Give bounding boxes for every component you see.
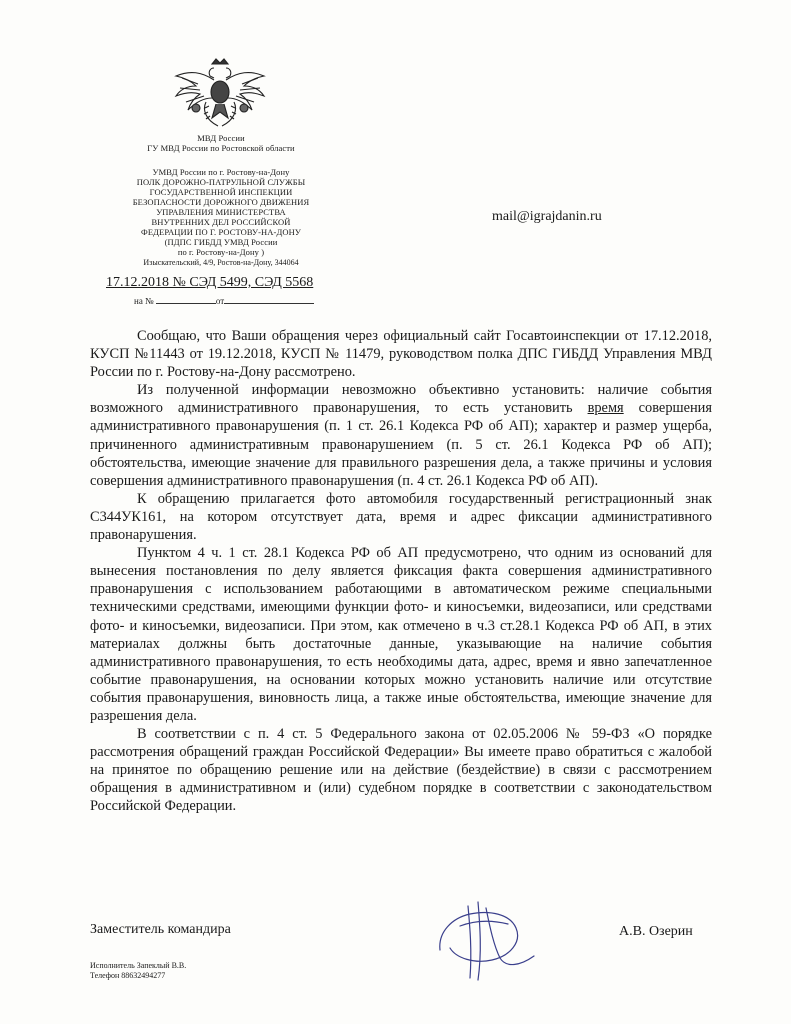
unit-line: УМВД России по г. Ростову-на-Дону [152,167,290,177]
executor-phone: Телефон 88632494277 [90,971,166,980]
ministry-header [90,133,352,153]
executor-name: Исполнитель Запеклый В.В. [90,961,187,970]
underlined-word: время [587,400,624,417]
unit-line: БЕЗОПАСНОСТИ ДОРОЖНОГО ДВИЖЕНИЯ [132,197,310,207]
recipient-email: mail@igrajdanin.ru [492,209,602,224]
signatory-title: Заместитель командира [90,922,231,937]
paragraph-2-end: совершения административного правонарушения (п. 1 ст. 26.1 Кодекса РФ об АП); характер и размер ущерба, причиненного административным правонарушением (п. 5 ст. 26.1 Кодекса РФ об АП); обстоятельства, имеющие значение для правильного разрешения дела, а также причины и условия совершения административного правонарушения (п. 4 ст. 26.1 Кодекса РФ об АП). [90,400,713,489]
reply-to-from: от [215,296,225,306]
paragraph-3: К обращению прилагается фото автомобиля государственный регистрационный знак С344УК161, на котором отсутствует дата, время и адрес фиксации административного правонарушения. [90,490,712,544]
unit-line: ФЕДЕРАЦИИ ПО Г. РОСТОВУ-НА-ДОНУ [141,227,301,237]
handwritten-signature [430,898,542,984]
paragraph-4: Пунктом 4 ч. 1 ст. 28.1 Кодекса РФ об АП предусмотрено, что одним из оснований для вынесения постановления по делу является фиксация факта совершения административного правонарушения с использованием работающими в автоматическом режиме специальными техническими средствами, имеющими функции фото- и киносъемки, видеозаписи, или средствами фото- и киносъемки, видеозаписи. При этом, как отмечено в ч.3 ст.28.1 Кодекса РФ об АП, в этих материалах должны быть достаточные данные, указывающие на наличие события административного правонарушения, то есть необходимы дата, адрес, время и явно запечатленное событие правонарушения, на основании которых можно установить наличие или отсутствие события правонарушения, виновность лица, а также иные обстоятельства, имеющие значение для разрешения дела. [90,545,712,724]
letter-body [90,327,712,816]
signatory-name: А.В. Озерин [619,924,693,939]
reply-to-prefix: на № [134,296,154,306]
ministry-line: МВД России [197,133,245,143]
unit-header [90,167,352,257]
reply-to-number-blank [156,294,216,304]
executor-info [90,961,186,981]
unit-line: УПРАВЛЕНИЯ МИНИСТЕРСТВА [156,207,286,217]
reply-to-line [134,294,314,306]
unit-line: по г. Ростову-на-Дону ) [177,247,265,257]
paragraph-2 [90,381,712,490]
mvd-emblem-icon [172,58,268,134]
unit-line: (ПДПС ГИБДД УМВД России [164,237,278,247]
unit-address: Изыскательский, 4/9, Ростов-на-Дону, 344064 [143,258,299,267]
unit-line: ВНУТРЕННИХ ДЕЛ РОССИЙСКОЙ [151,217,291,227]
paragraph-2-start: Из полученной информации невозможно объективно установить: наличие события возможного административного правонарушения, то есть установить [90,382,712,417]
registration-number: 17.12.2018 № СЭД 5499, СЭД 5568 [106,275,314,290]
paragraph-5: В соответствии с п. 4 ст. 5 Федерального закона от 02.05.2006 № 59-ФЗ «О порядке рассмотрения обращений граждан Российской Федерации» Вы имеете право обратиться с жалобой на принятое по обращению решение или на действие (бездействие) в связи с рассмотрением обращения в административном и (или) судебном порядке в соответствии с законодательством Российской Федерации. [90,726,712,815]
reply-to-date-blank [224,294,314,304]
ministry-line: ГУ МВД России по Ростовской области [147,143,295,153]
paragraph-1: Сообщаю, что Ваши обращения через официальный сайт Госавтоинспекции от 17.12.2018, КУСП №11443 от 19.12.2018, КУСП № 11479, руководством полка ДПС ГИБДД Управления МВД России по г. Ростову-на-Дону рассмотрено. [90,328,712,381]
unit-line: ПОЛК ДОРОЖНО-ПАТРУЛЬНОЙ СЛУЖБЫ [136,177,306,187]
unit-line: ГОСУДАРСТВЕННОЙ ИНСПЕКЦИИ [149,187,293,197]
